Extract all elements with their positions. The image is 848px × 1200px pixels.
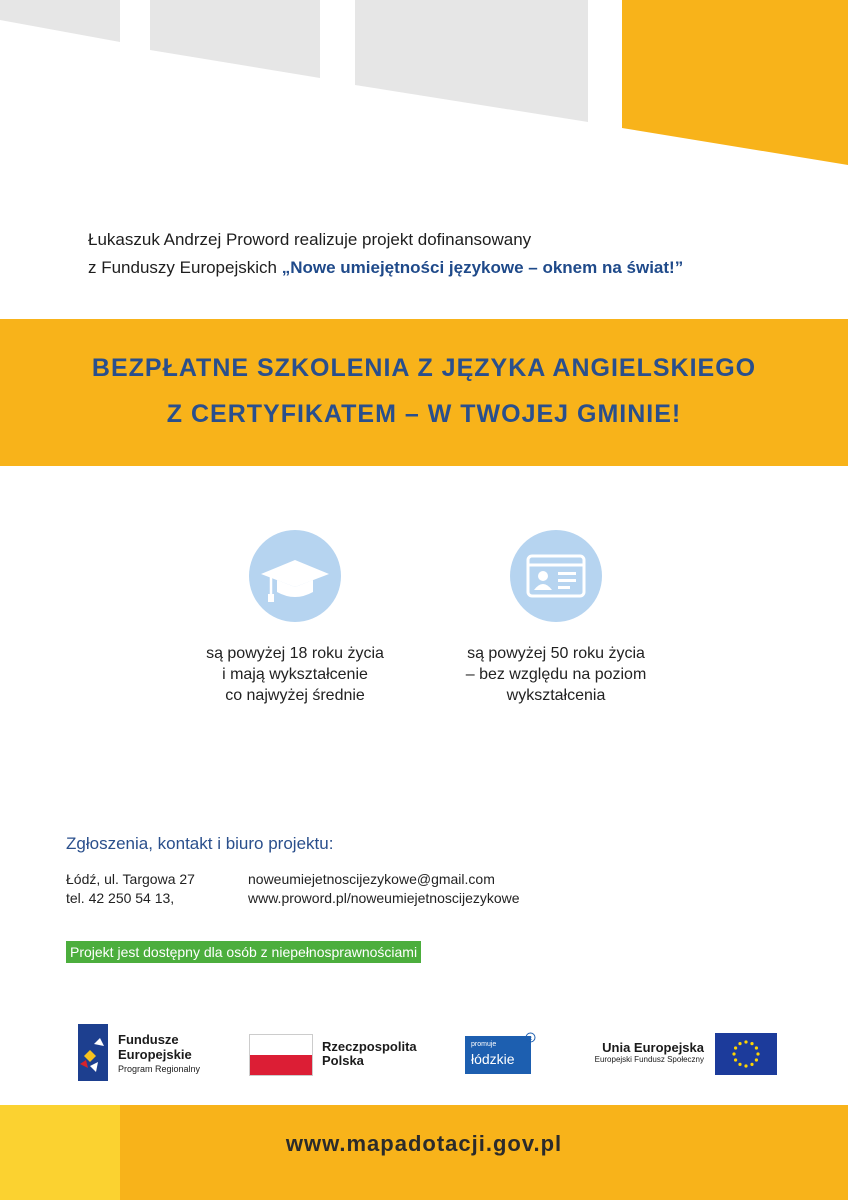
group-2-line-2: – bez względu na poziom [465, 666, 647, 683]
group-2-line-1: są powyżej 50 roku życia [467, 645, 645, 662]
ue-line-2: Europejski Fundusz Społeczny [594, 1055, 704, 1064]
fe-line-3: Program Regionalny [118, 1064, 201, 1074]
lodzkie-logo [465, 1036, 531, 1074]
fe-line-2: Europejskie [118, 1047, 192, 1062]
headline-line-1: BEZPŁATNE SZKOLENIA Z JĘZYKA ANGIELSKIEGO [91, 354, 757, 382]
rp-logo-text [322, 1040, 417, 1068]
graduation-cap-icon [249, 530, 341, 622]
ue-line-1: Unia Europejska [602, 1040, 704, 1055]
id-card-icon [510, 530, 602, 622]
eu-flag-icon [715, 1033, 777, 1075]
group-1-text [165, 643, 425, 706]
contact-address: Łódź, ul. Targowa 27 [66, 871, 195, 887]
group-2-line-3: wykształcenia [506, 687, 606, 704]
ue-logo-text [560, 1040, 704, 1064]
contact-email[interactable]: noweumiejetnoscijezykowe@gmail.com [248, 871, 495, 887]
footer-url[interactable]: www.mapadotacji.gov.pl [285, 1131, 563, 1156]
accessibility-note: Projekt jest dostępny dla osób z niepełnosprawnościami [66, 941, 421, 963]
intro-line-1: Łukaszuk Andrzej Proword realizuje projekt dofinansowany [88, 230, 532, 249]
group-2-text [426, 643, 686, 706]
fe-logo [78, 1024, 108, 1086]
contact-right [248, 870, 520, 908]
fe-flag-icon [78, 1024, 108, 1081]
fe-line-1: Fundusze [118, 1032, 179, 1047]
contact-website[interactable]: www.proword.pl/noweumiejetnoscijezykowe [248, 890, 520, 906]
top-decoration [0, 0, 848, 170]
project-name: „Nowe umiejętności językowe – oknem na świat!” [281, 258, 684, 277]
contact-left [66, 870, 195, 908]
intro-line-2 [88, 254, 808, 282]
contact-title: Zgłoszenia, kontakt i biuro projektu: [66, 834, 334, 853]
svg-text:c: c [529, 1036, 532, 1042]
intro-text [88, 226, 808, 282]
rp-line-1: Rzeczpospolita [322, 1039, 417, 1054]
group-1-line-3: co najwyżej średnie [225, 687, 365, 704]
group-1-line-2: i mają wykształcenie [222, 666, 368, 683]
headline-band [0, 319, 848, 466]
lodzkie-line-1: promuje [471, 1041, 497, 1048]
lodzkie-line-2: łódzkie [471, 1051, 515, 1067]
headline-line-2: Z CERTYFIKATEM – W TWOJEJ GMINIE! [166, 400, 682, 428]
rp-line-2: Polska [322, 1053, 364, 1068]
group-1-line-1: są powyżej 18 roku życia [206, 645, 384, 662]
contact-phone: tel. 42 250 54 13, [66, 890, 175, 906]
fe-logo-text [118, 1032, 200, 1077]
intro-line-2-prefix: z Funduszy Europejskich [88, 258, 282, 277]
copyright-icon [525, 1032, 536, 1043]
footer-band [0, 1105, 848, 1200]
polish-flag-icon [249, 1034, 313, 1076]
